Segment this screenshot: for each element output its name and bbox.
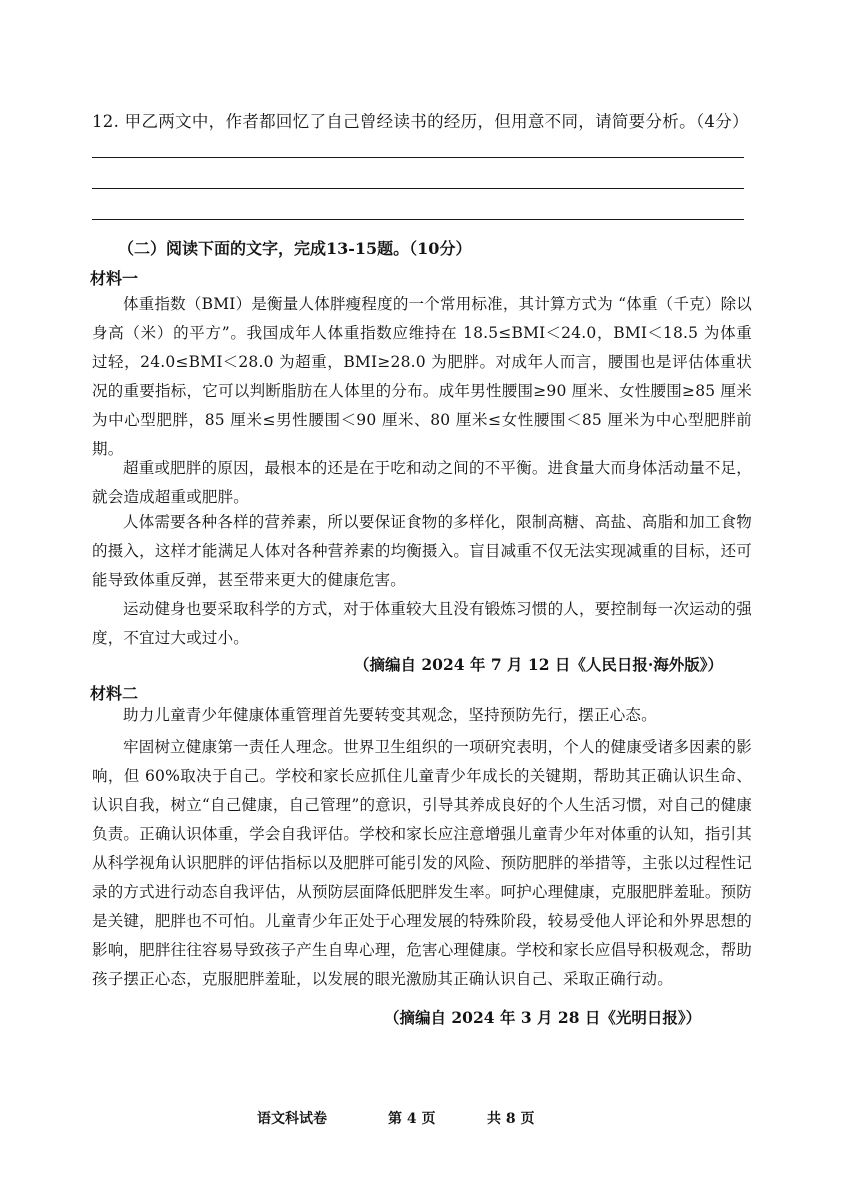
answer-line[interactable] (92, 219, 744, 220)
footer-page-number: 第 4 页 (388, 1111, 436, 1127)
footer-total-pages: 共 8 页 (487, 1111, 535, 1127)
question-12: 12. 甲乙两文中，作者都回忆了自己曾经读书的经历，但用意不同，请简要分析。（4分） (92, 112, 749, 131)
footer-subject: 语文科试卷 (257, 1111, 327, 1127)
section-title: （二）阅读下面的文字，完成13-15题。（10分） (118, 239, 472, 258)
answer-line[interactable] (92, 188, 744, 189)
material-1-paragraph-1: 体重指数（BMI）是衡量人体胖瘦程度的一个常用标准，其计算方式为 “体重（千克）除以身高（米）的平方”。我国成年人体重指数应维持在 18.5≤BMI＜24.0，BMI＜18.5 为体重过轻，24.0≤BMI＜28.0 为超重，BMI≥28.0 为肥胖。对成年人而言，腰围也是评估体重状况的重要指标，它可以判断脂肪在人体里的分布。成年男性腰围≥90 厘米、女性腰围≥85 厘米为中心型肥胖，85 厘米≤男性腰围＜90 厘米、80 厘米≤女性腰围＜85 厘米为中心型肥胖前期。 (92, 295, 752, 458)
material-2-label: 材料二 (90, 684, 139, 703)
material-1-paragraph-4: 运动健身也要采取科学的方式，对于体重较大且没有锻炼习惯的人，要控制每一次运动的强度，不宜过大或过小。 (92, 600, 752, 647)
material-1-label: 材料一 (90, 269, 139, 288)
material-1-source: （摘编自 2024 年 7 月 12 日《人民日报·海外版》） (354, 655, 724, 674)
material-2-source: （摘编自 2024 年 3 月 28 日《光明日报》） (384, 1008, 702, 1027)
material-2-paragraph-2: 牢固树立健康第一责任人理念。世界卫生组织的一项研究表明，个人的健康受诸多因素的影响，但 60%取决于自己。学校和家长应抓住儿童青少年成长的关键期，帮助其正确认识生命、认识自我，树立“自己健康，自己管理”的意识，引导其养成良好的个人生活习惯，对自己的健康负责。正确认识体重，学会自我评估。学校和家长应注意增强儿童青少年对体重的认知，指引其从科学视角认识肥胖的评估指标以及肥胖可能引发的风险、预防肥胖的举措等，主张以过程性记录的方式进行动态自我评估，从预防层面降低肥胖发生率。呵护心理健康，克服肥胖羞耻。预防是关键，肥胖也不可怕。儿童青少年正处于心理发展的特殊阶段，较易受他人评论和外界思想的影响，肥胖往往容易导致孩子产生自卑心理，危害心理健康。学校和家长应倡导积极观念，帮助孩子摆正心态，克服肥胖羞耻，以发展的眼光激励其正确认识自己、采取正确行动。 (92, 738, 752, 988)
material-1-paragraph-2: 超重或肥胖的原因，最根本的还是在于吃和动之间的不平衡。进食量大而身体活动量不足，就会造成超重或肥胖。 (92, 459, 752, 506)
answer-line[interactable] (92, 157, 744, 158)
material-1-paragraph-3: 人体需要各种各样的营养素，所以要保证食物的多样化，限制高糖、高盐、高脂和加工食物的摄入，这样才能满足人体对各种营养素的均衡摄入。盲目减重不仅无法实现减重的目标，还可能导致体重反弹，甚至带来更大的健康危害。 (92, 513, 752, 589)
material-2-paragraph-1: 助力儿童青少年健康体重管理首先要转变其观念，坚持预防先行，摆正心态。 (123, 706, 657, 724)
